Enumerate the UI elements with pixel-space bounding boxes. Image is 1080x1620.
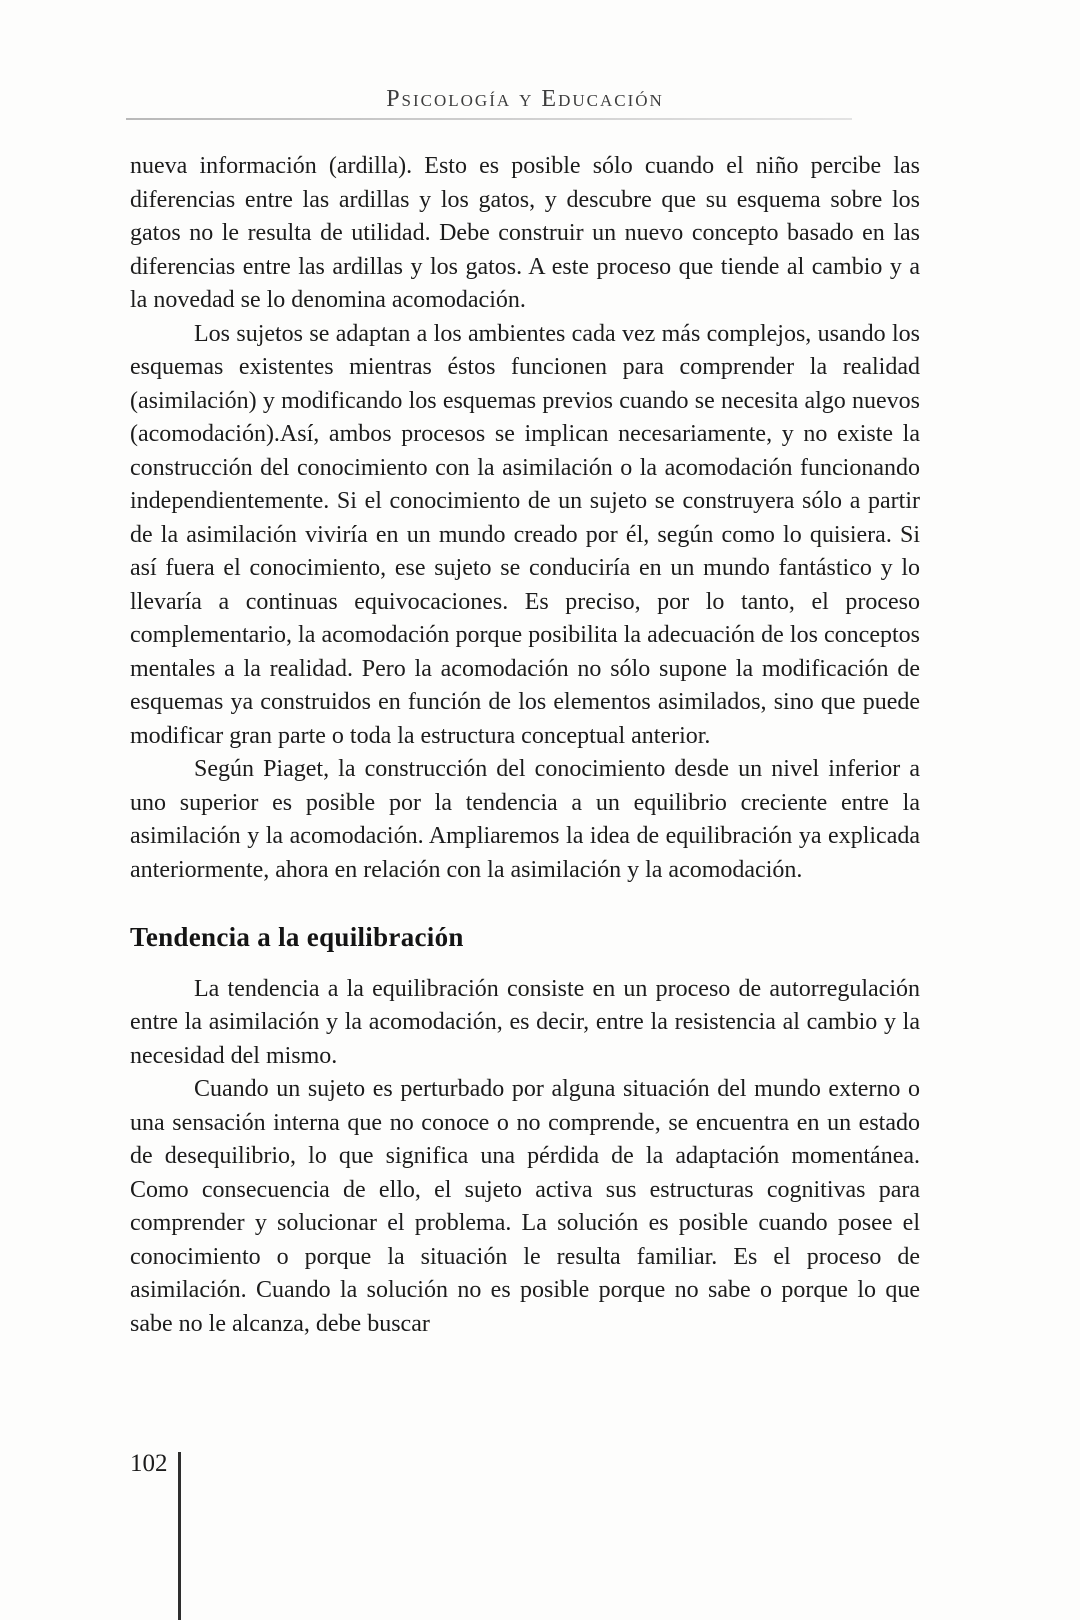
footer-vertical-rule [178,1452,181,1620]
page-number: 102 [130,1450,168,1477]
running-header-title: Psicología y Educación [386,86,664,112]
paragraph: Los sujetos se adaptan a los ambientes cada vez más complejos, usando los esquemas existentes mientras éstos funcionen para comprender la realidad (asimilación) y modificando los esquemas previos cuando se necesita algo nuevos (acomodación).Así, ambos procesos se implican necesariamente, y no existe la construcción del conocimiento con la asimilación o la acomodación funcionando independientemente. Si el conocimiento de un sujeto se construyera sólo a partir de la asimilación viviría en un mundo creado por él, según como lo quisiera. Si así fuera el conocimiento, ese sujeto se conduciría en un mundo fantástico y lo llevaría a continuas equivocaciones. Es preciso, por lo tanto, el proceso complementario, la acomodación porque posibilita la adecuación de los conceptos mentales a la realidad. Pero la acomodación no sólo supone la modificación de esquemas ya construidos en función de los elementos asimilados, sino que puede modificar gran parte o toda la estructura conceptual anterior. [130,320,920,749]
section-heading: Tendencia a la equilibración [130,922,464,952]
page-footer [130,1450,168,1478]
paragraph: Según Piaget, la construcción del conocimiento desde un nivel inferior a uno superior es posible por la tendencia a un equilibrio creciente entre la asimilación y la acomodación. Ampliaremos la idea de equilibración ya explicada anteriormente, ahora en relación con la asimilación y la acomodación. [130,756,920,883]
paragraph-continuation: nueva información (ardilla). Esto es posible sólo cuando el niño percibe las diferencias entre las ardillas y los gatos, y descubre que su esquema sobre los gatos no le resulta de utilidad. Debe construir un nuevo concepto basado en las diferencias entre las ardillas y los gatos. A este proceso que tiende al cambio y a la novedad se lo denomina acomodación. [130,153,920,313]
paragraph: Cuando un sujeto es perturbado por alguna situación del mundo externo o una sensación interna que no conoce o no comprende, se encuentra en un estado de desequilibrio, lo que significa una pérdida de la adaptación momentánea. Como consecuencia de ello, el sujeto activa sus estructuras cognitivas para comprender y solucionar el problema. La solución es posible cuando posee el conocimiento o porque la situación le resulta familiar. Es el proceso de asimilación. Cuando la solución no es posible porque no sabe o porque lo que sabe no le alcanza, debe buscar [130,1076,920,1337]
header-rule [126,118,852,120]
paragraph: La tendencia a la equilibración consiste en un proceso de autorregulación entre la asimilación y la acomodación, es decir, entre la resistencia al cambio y la necesidad del mismo. [130,975,920,1069]
page-body [130,150,920,1341]
